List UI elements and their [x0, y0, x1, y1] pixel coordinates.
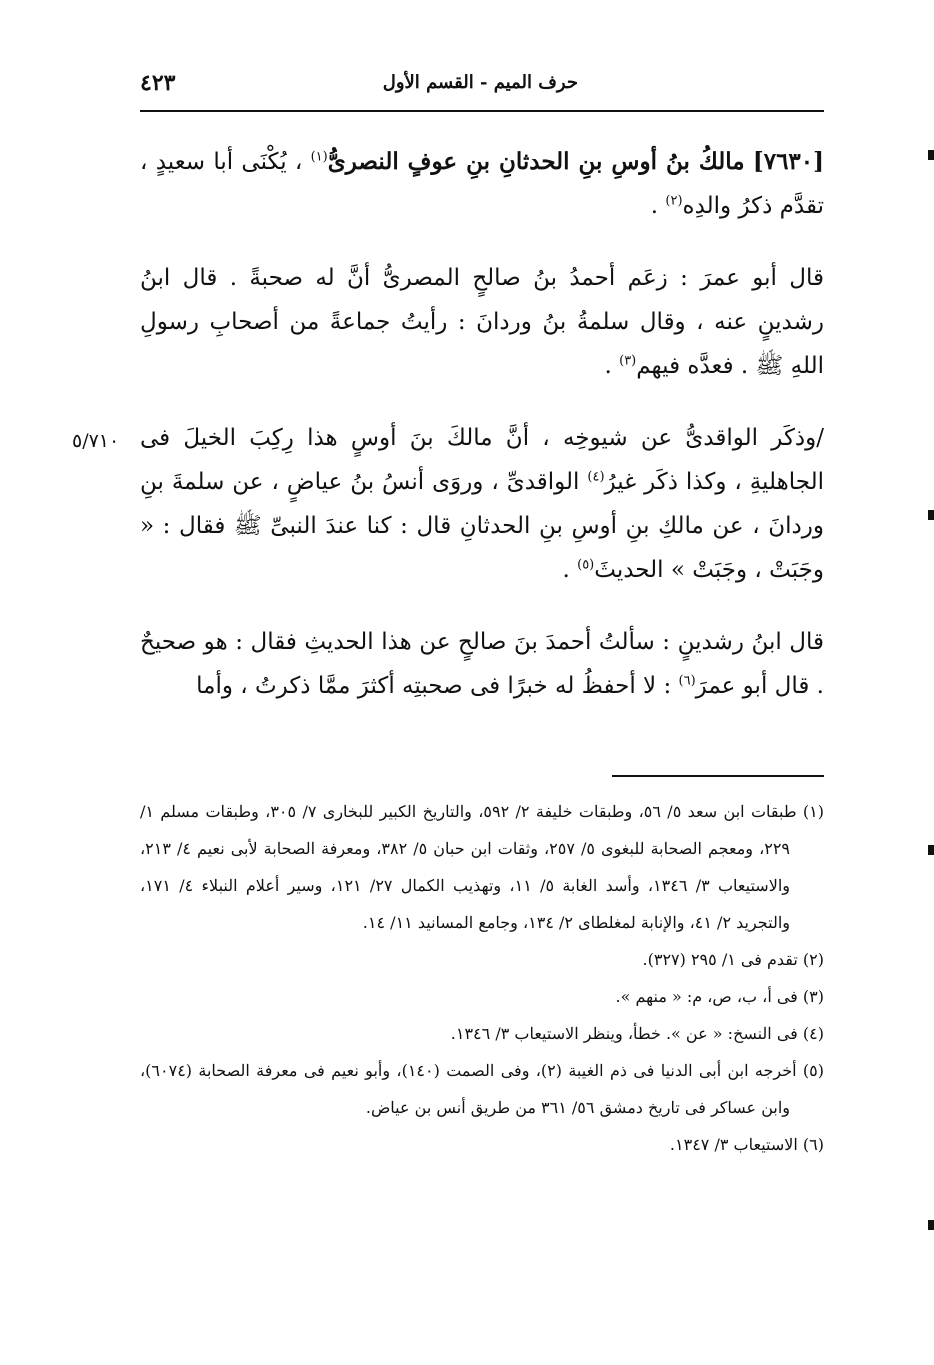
- scan-edge-mark: [928, 150, 934, 160]
- paragraph: [140, 416, 824, 592]
- running-title: حرف الميم - القسم الأول: [382, 72, 578, 93]
- paragraph-text: الواقدىِّ ، وروَى أنسُ بنُ عياضٍ ، عن سلمةَ بنِ وردانَ ، عن مالكِ بنِ أوسِ بنِ الحدثانِ قال : كنا عندَ النبىِّ ﷺ فقال : « وجَبَتْ ، وجَبَتْ » الحديثَ: [140, 469, 824, 583]
- footnote-item: (٦) الاستيعاب ٣/ ١٣٤٧.: [669, 1135, 824, 1154]
- footnote-item: (٢) تقدم فى ١/ ٢٩٥ (٣٢٧).: [642, 950, 824, 969]
- paragraph-text: : لا أحفظُ له خبرًا فى صحبتِه أكثرَ ممَّا ذكرتُ ، وأما: [196, 673, 679, 699]
- footnote-ref-1[interactable]: (١): [310, 149, 328, 165]
- footnote-separator: [612, 775, 824, 777]
- paragraph-text: قال أبو عمرَ : زعَم أحمدُ بنُ صالحٍ المصرىُّ أنَّ له صحبةً . قال ابنُ رشدينٍ عنه ، وقال سلمةُ بنُ وردانَ : رأيتُ جماعةً من أصحابِ رسولِ اللهِ ﷺ . فعدَّه فيهم: [140, 265, 824, 379]
- paragraph-text: .: [604, 353, 620, 379]
- scan-edge-mark: [928, 510, 934, 520]
- paragraph-text: /وذكَر الواقدىُّ عن شيوخِه ، أنَّ مالكَ بنَ أوسٍ هذا رِكِبَ الخيلَ فى الجاهليةِ ، وكذا ذكَر غيرُ: [140, 425, 824, 495]
- footnote-item: (٥) أخرجه ابن أبى الدنيا فى ذم الغيبة (٢)، وفى الصمت (١٤٠)، وأبو نعيم فى معرفة الصحابة (٦٠٧٤)، وابن عساكر فى تاريخ دمشق ٥٦/ ٣٦١ من طريق أنس بن عياض.: [140, 1061, 824, 1117]
- entry-name: مالكُ بنُ أوسِ بنِ الحدثانِ بنِ عوفٍ النصرىُّ: [327, 148, 745, 175]
- footnote-ref-4[interactable]: (٤): [587, 469, 605, 485]
- paragraph-text: ، يُكْنَى أبا سعيدٍ ، تقدَّم ذكرُ والدِه: [140, 149, 824, 219]
- scan-edge-mark: [928, 845, 934, 855]
- paragraph-text: قال ابنُ رشدينٍ : سألتُ أحمدَ بنَ صالحٍ عن هذا الحديثِ فقال : هو صحيحٌ . قال أبو عمرَ: [140, 629, 824, 699]
- footnote-ref-2[interactable]: (٢): [665, 193, 683, 209]
- footnote-ref-3[interactable]: (٣): [619, 353, 637, 369]
- scan-edge-mark: [928, 1220, 934, 1230]
- paragraph: [140, 620, 824, 708]
- paragraph-text: .: [650, 193, 666, 219]
- entry-number: [٧٦٣٠]: [752, 148, 825, 175]
- footnote-ref-6[interactable]: (٦): [678, 673, 696, 689]
- main-text: [140, 140, 824, 736]
- footnote-ref-5[interactable]: (٥): [577, 557, 595, 573]
- footnotes: [140, 793, 824, 1163]
- footnote-item: (١) طبقات ابن سعد ٥/ ٥٦، وطبقات خليفة ٢/ ٥٩٢، والتاريخ الكبير للبخارى ٧/ ٣٠٥، وطبقات مسلم ١/ ٢٢٩، ومعجم الصحابة للبغوى ٥/ ٢٥٧، وثقات ابن حبان ٥/ ٣٨٢، ومعرفة الصحابة لأبى نعيم ٤/ ٢١٣، والاستيعاب ٣/ ١٣٤٦، وأسد الغابة ٥/ ١١، وتهذيب الكمال ٢٧/ ١٢١، وسير أعلام النبلاء ٤/ ١٧١، والتجريد ٢/ ٤١، والإنابة لمغلطاى ٢/ ١٣٤، وجامع المسانيد ١١/ ١٤.: [140, 802, 824, 932]
- footnote-item: (٤) فى النسخ: « عن ». خطأ، وينظر الاستيعاب ٣/ ١٣٤٦.: [450, 1024, 824, 1043]
- paragraph-entry: [140, 140, 824, 228]
- margin-page-reference: ٥/٧١٠: [72, 430, 120, 452]
- page-header: [140, 62, 824, 112]
- footnote-item: (٣) فى أ، ب، ص، م: « منهم ».: [615, 987, 824, 1006]
- paragraph: [140, 256, 824, 388]
- paragraph-text: .: [562, 557, 578, 583]
- page-number: ٤٢٣: [140, 70, 176, 96]
- header-rule: [140, 110, 824, 112]
